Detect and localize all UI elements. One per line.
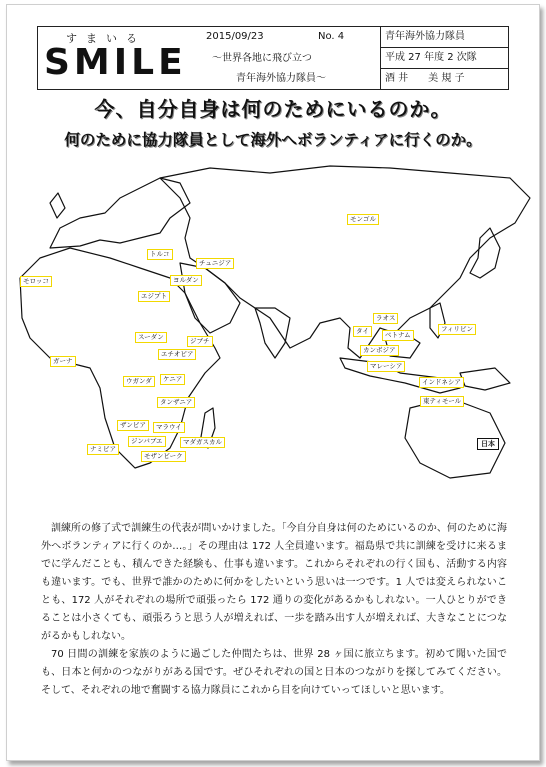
country-label-vietnam: ベトナム	[382, 330, 414, 341]
country-label-cambodia: カンボジア	[360, 345, 399, 356]
country-label-morocco: モロッコ	[20, 276, 52, 287]
issue-date: 2015/09/23	[206, 31, 264, 42]
country-label-madagascar: マダガスカル	[180, 437, 225, 448]
country-label-laos: ラオス	[373, 313, 398, 324]
country-label-jordan: ヨルダン	[170, 275, 202, 286]
main-headline: 今、自分自身は何のためにいるのか。	[94, 97, 452, 121]
masthead-kana: すまいる	[66, 32, 146, 45]
uk-outline	[50, 193, 65, 218]
country-label-turkey: トルコ	[147, 249, 173, 260]
masthead	[38, 27, 190, 89]
issue-info	[190, 27, 380, 89]
country-label-zambia: ザンビア	[117, 420, 149, 431]
country-label-egypt: エジプト	[138, 291, 170, 302]
country-label-sudan: スーダン	[135, 332, 167, 343]
tagline-line1: ～世界各地に飛び立つ	[212, 53, 312, 64]
country-label-ethiopia: エチオピア	[158, 349, 196, 360]
country-label-indonesia: インドネシア	[419, 377, 464, 388]
country-label-kenya: ケニア	[160, 374, 185, 385]
country-label-tanzania: タンザニア	[157, 397, 195, 408]
country-label-mozambique: モザンビーク	[141, 451, 186, 462]
issue-number: No. 4	[318, 31, 345, 42]
country-label-tunisia: チュニジア	[196, 258, 234, 269]
country-label-philippines: フィリピン	[438, 324, 476, 335]
article-paragraph-1: 訓練所の修了式で訓練生の代表が問いかけました。「今自分自身は何のためにいるのか、何のために海外へボランティアに行くのか…。」その理由は 172 人全員違います。福島県で共に訓練を受けに来るまでに学んだことも、積んできた経験も、仕事も違います。これからそれぞれの行く国も、活動する内容も違います。でも、世界で誰かのために何かをしたいという思いは一つです。1 人では変えられないことも、172 人がそれぞれの場所で頑張ったら 172 通りの変化があるかもしれない。一人ひとりができることは小さくても、頑張ろうと思う人が増えれば、一歩を踏み出す人が増えれば、大きなことにつながるかもしれない。	[41, 523, 507, 642]
masthead-logo: SMILE	[44, 42, 187, 83]
country-label-malaysia: マレーシア	[367, 361, 405, 372]
arabia-outline	[180, 263, 240, 333]
author-cohort: 平成 27 年度 2 次隊	[381, 48, 509, 69]
world-map	[10, 158, 535, 498]
papua-outline	[460, 368, 510, 390]
article-paragraph-2: 70 日間の訓練を家族のように過ごした仲間たちは、世界 28 ヶ国に旅立ちます。初めて聞いた国でも、日本と何かのつながりがある国です。ぜひそれぞれの国と日本のつながりを探してみてください。そして、それぞれの地で奮闘する協力隊員にこれから目を向けていってほしいと思います。	[41, 649, 507, 696]
country-label-namibia: ナミビア	[87, 444, 119, 455]
europe-outline	[50, 178, 190, 248]
newsletter-header	[37, 26, 509, 90]
author-org: 青年海外協力隊員	[381, 27, 509, 48]
country-label-japan: 日本	[477, 438, 499, 450]
country-label-mongolia: モンゴル	[347, 214, 379, 225]
tagline-line2: 青年海外協力隊員～	[236, 73, 326, 84]
country-label-uganda: ウガンダ	[123, 376, 155, 387]
country-label-timor: 東ティモール	[420, 396, 464, 407]
india-outline	[255, 308, 290, 358]
country-label-thailand: タイ	[353, 326, 372, 337]
sub-headline: 何のために協力隊員として海外へボランティアに行くのか。	[64, 131, 482, 149]
article-body	[41, 520, 507, 700]
country-label-malawi: マラウイ	[153, 422, 185, 433]
country-label-zimbabwe: ジンバブエ	[128, 436, 166, 447]
country-label-ghana: ガーナ	[50, 356, 76, 367]
author-name: 酒 井 美 規 子	[385, 73, 465, 84]
author-box	[380, 27, 509, 89]
country-label-djibouti: ジブチ	[187, 336, 213, 347]
